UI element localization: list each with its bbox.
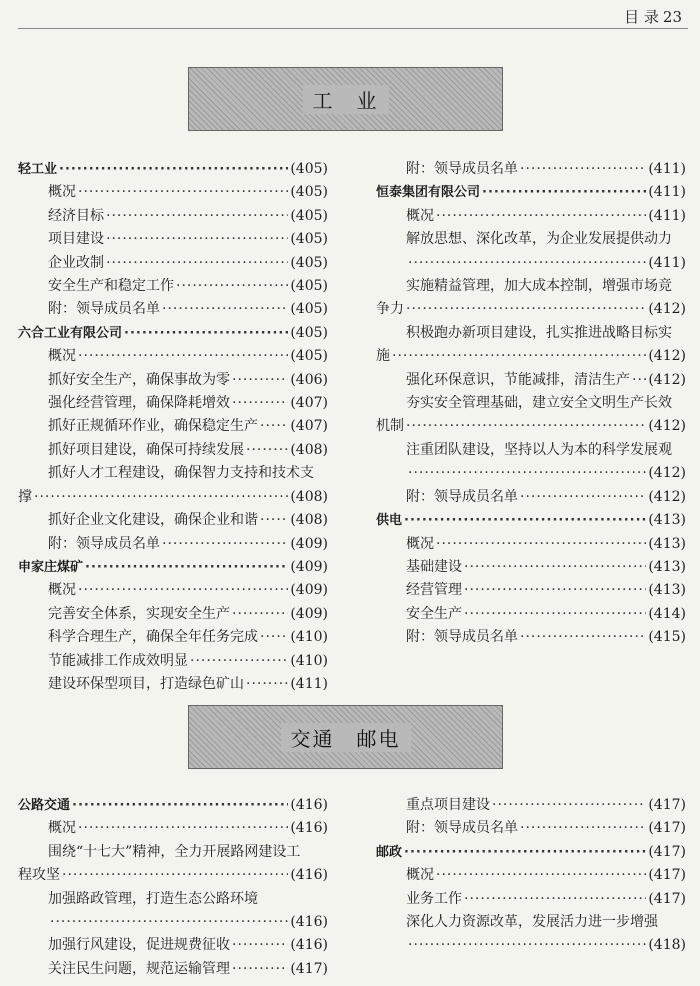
toc-entry: [376, 911, 686, 958]
dot-leader: [492, 794, 646, 817]
toc-heading: [18, 158, 328, 181]
dot-leader: [124, 322, 288, 345]
dot-leader: [59, 158, 288, 181]
toc-entry: [18, 650, 328, 673]
entry-title: 经营管理: [406, 582, 462, 599]
dot-leader: [78, 579, 288, 602]
toc-entry: [18, 228, 328, 251]
entry-page: (412): [648, 488, 686, 505]
entry-last-line: [18, 486, 328, 509]
toc-entry: [376, 392, 686, 439]
entry-page: (405): [290, 254, 328, 271]
entry-page: (417): [648, 867, 686, 884]
entry-page: (417): [290, 960, 328, 977]
entry-title: 项目建设: [48, 231, 104, 248]
entry-page: (407): [290, 418, 328, 435]
entry-title: 安全生产和稳定工作: [48, 278, 174, 295]
dot-leader: [464, 579, 646, 602]
dot-leader: [482, 181, 646, 204]
entry-title: 附：领导成员名单: [48, 535, 160, 552]
dot-leader: [260, 415, 288, 438]
toc-entry: [18, 369, 328, 392]
dot-leader: [162, 533, 288, 556]
entry-title-continued: 争力: [376, 301, 404, 318]
dot-leader: [260, 509, 288, 532]
entry-title: 抓好企业文化建设，确保企业和谐: [48, 512, 258, 529]
toc-entry: [18, 181, 328, 204]
dot-leader: [85, 556, 288, 579]
toc-entry: [376, 888, 686, 911]
entry-title: 附：领导成员名单: [406, 820, 518, 837]
entry-title: 围绕“十七大”精神，全力开展路网建设工: [48, 843, 301, 860]
toc-entry: [18, 252, 328, 275]
header-rule: [18, 28, 688, 29]
dot-leader: [464, 603, 646, 626]
toc-entry: [376, 533, 686, 556]
entry-title-continued: 施: [376, 348, 390, 365]
entry-page: (412): [648, 301, 686, 318]
entry-page: (405): [290, 161, 328, 177]
toc-heading: [18, 322, 328, 345]
toc-heading: [376, 181, 686, 204]
entry-last-line: [406, 252, 686, 275]
entry-title: 加强行风建设，促进规费征收: [48, 937, 230, 954]
entry-page: (408): [290, 488, 328, 505]
dot-leader: [232, 392, 288, 415]
entry-page: (413): [648, 512, 686, 529]
entry-title: 科学合理生产，确保全年任务完成: [48, 629, 258, 646]
dot-leader: [520, 817, 646, 840]
dot-leader: [50, 911, 288, 934]
dot-leader: [408, 462, 646, 485]
entry-page: (416): [290, 914, 328, 931]
entry-page: (411): [648, 161, 686, 177]
toc-entry: [18, 345, 328, 368]
entry-title: 业务工作: [406, 890, 462, 907]
toc-section-transport-post: [18, 794, 686, 981]
entry-title: 恒泰集团有限公司: [376, 185, 481, 201]
section-title-transport-post: 交通 邮电: [281, 723, 411, 752]
dot-leader: [106, 228, 288, 251]
dot-leader: [464, 888, 646, 911]
entry-last-line: [376, 298, 686, 321]
dot-leader: [78, 817, 288, 840]
entry-title: 概况: [48, 582, 76, 599]
entry-title-continued: 机制: [376, 418, 404, 435]
entry-page: (408): [290, 512, 328, 529]
dot-leader: [232, 958, 288, 981]
toc-section-industry: [18, 158, 686, 696]
entry-page: (411): [648, 254, 686, 271]
toc-entry: [18, 298, 328, 321]
entry-title: 重点项目建设: [406, 797, 490, 813]
toc-entry: [376, 603, 686, 626]
dot-leader: [260, 626, 288, 649]
dot-leader: [408, 934, 646, 957]
section-banner-industry: [188, 67, 503, 131]
entry-page: (409): [290, 582, 328, 599]
entry-title: 概况: [406, 867, 434, 884]
entry-title: 建设环保型项目，打造绿色矿山: [48, 675, 244, 692]
toc-entry: [376, 158, 686, 181]
dot-leader: [106, 205, 288, 228]
entry-title: 强化经营管理，确保降耗增效: [48, 395, 230, 412]
toc-entry: [18, 462, 328, 509]
entry-page: (409): [290, 535, 328, 552]
entry-page: (406): [290, 371, 328, 388]
entry-page: (416): [290, 820, 328, 837]
entry-title: 抓好项目建设，确保可持续发展: [48, 441, 244, 458]
entry-page: (413): [648, 558, 686, 575]
entry-title: 附：领导成员名单: [406, 629, 518, 646]
toc-entry: [376, 228, 686, 275]
dot-leader: [78, 181, 288, 204]
entry-page: (405): [290, 231, 328, 248]
toc-entry: [18, 205, 328, 228]
entry-title: 概况: [406, 535, 434, 552]
entry-title: 抓好人才工程建设，确保智力支持和技术支: [48, 465, 314, 482]
entry-page: (405): [290, 324, 328, 341]
dot-leader: [190, 650, 288, 673]
toc-entry: [376, 579, 686, 602]
toc-entry: [376, 864, 686, 887]
entry-page: (416): [290, 937, 328, 954]
entry-title: 抓好安全生产，确保事故为零: [48, 371, 230, 388]
toc-entry: [376, 322, 686, 369]
entry-page: (414): [648, 605, 686, 622]
entry-page: (411): [290, 675, 328, 692]
entry-page: (405): [290, 301, 328, 318]
entry-page: (410): [290, 652, 328, 669]
toc-heading: [18, 556, 328, 579]
toc-entry: [18, 841, 328, 888]
dot-leader: [246, 439, 288, 462]
entry-page: (411): [648, 184, 686, 201]
entry-title: 附：领导成员名单: [48, 301, 160, 318]
entry-title: 解放思想、深化改革，为企业发展提供动力: [406, 231, 672, 248]
dot-leader: [106, 252, 288, 275]
entry-title: 企业改制: [48, 254, 104, 271]
toc-entry: [376, 794, 686, 817]
toc-entry: [18, 533, 328, 556]
entry-title: 节能减排工作成效明显: [48, 652, 188, 669]
header-page-number: 23: [662, 8, 682, 26]
entry-title: 申家庄煤矿: [18, 559, 84, 575]
entry-title: 概况: [406, 207, 434, 224]
dot-leader: [78, 345, 288, 368]
entry-page: (405): [290, 278, 328, 295]
dot-leader: [632, 369, 646, 392]
entry-page: (405): [290, 184, 328, 201]
entry-page: (417): [648, 890, 686, 907]
dot-leader: [62, 864, 288, 887]
toc-heading: [18, 794, 328, 817]
dot-leader: [406, 298, 646, 321]
toc-entry: [18, 509, 328, 532]
entry-title: 六合工业有限公司: [18, 325, 123, 341]
toc-entry: [18, 626, 328, 649]
dot-leader: [232, 603, 288, 626]
entry-page: (413): [648, 535, 686, 552]
toc-entry: [18, 579, 328, 602]
dot-leader: [520, 626, 646, 649]
dot-leader: [406, 415, 646, 438]
dot-leader: [162, 298, 288, 321]
dot-leader: [408, 252, 646, 275]
toc-entry: [18, 888, 328, 935]
dot-leader: [436, 533, 646, 556]
entry-title: 供电: [376, 513, 403, 529]
toc-entry: [376, 486, 686, 509]
entry-page: (412): [648, 371, 686, 388]
toc-entry: [376, 556, 686, 579]
entry-title: 加强路政管理，打造生态公路环境: [48, 890, 258, 907]
entry-page: (411): [648, 207, 686, 224]
entry-title: 公路交通: [18, 798, 71, 813]
entry-page: (407): [290, 395, 328, 412]
toc-entry: [18, 439, 328, 462]
toc-column-right: [376, 158, 686, 696]
page-header: [0, 0, 700, 30]
entry-title-continued: 程攻坚: [18, 867, 60, 884]
toc-entry: [18, 392, 328, 415]
entry-title: 附：领导成员名单: [406, 161, 518, 177]
entry-title: 夯实安全管理基础，建立安全文明生产长效: [406, 395, 672, 412]
entry-title: 概况: [48, 184, 76, 201]
dot-leader: [232, 369, 288, 392]
entry-page: (416): [290, 797, 328, 813]
entry-title: 注重团队建设，坚持以人为本的科学发展观: [406, 441, 672, 458]
entry-page: (405): [290, 207, 328, 224]
toc-entry: [18, 934, 328, 957]
dot-leader: [34, 486, 288, 509]
dot-leader: [176, 275, 288, 298]
toc-entry: [376, 205, 686, 228]
entry-page: (418): [648, 937, 686, 954]
entry-page: (413): [648, 582, 686, 599]
dot-leader: [404, 509, 646, 532]
entry-page: (415): [648, 629, 686, 646]
toc-entry: [18, 275, 328, 298]
toc-entry: [376, 817, 686, 840]
dot-leader: [436, 864, 646, 887]
entry-title: 实施精益管理，加大成本控制，增强市场竞: [406, 278, 672, 295]
entry-page: (405): [290, 348, 328, 365]
entry-title-continued: 撑: [18, 488, 32, 505]
entry-page: (412): [648, 348, 686, 365]
entry-title: 邮政: [376, 844, 403, 860]
toc-entry: [18, 415, 328, 438]
dot-leader: [436, 205, 646, 228]
entry-page: (409): [290, 605, 328, 622]
toc-heading: [376, 509, 686, 532]
entry-last-line: [376, 415, 686, 438]
entry-title: 完善安全体系，实现安全生产: [48, 605, 230, 622]
entry-page: (416): [290, 867, 328, 884]
toc-heading: [376, 841, 686, 864]
entry-title: 积极跑办新项目建设，扎实推进战略目标实: [406, 324, 672, 341]
toc-entry: [18, 673, 328, 696]
section-title-industry: 工 业: [303, 85, 389, 114]
dot-leader: [232, 934, 288, 957]
entry-page: (409): [290, 558, 328, 575]
dot-leader: [520, 158, 646, 181]
toc-column-right: [376, 794, 686, 981]
entry-last-line: [18, 864, 328, 887]
entry-title: 深化人力资源改革，发展活力进一步增强: [406, 914, 658, 931]
entry-title: 强化环保意识，节能减排，清洁生产: [406, 371, 630, 388]
toc-entry: [376, 275, 686, 322]
toc-entry: [376, 369, 686, 392]
entry-last-line: [406, 462, 686, 485]
toc-entry: [18, 817, 328, 840]
running-header: [624, 6, 682, 27]
entry-page: (417): [648, 843, 686, 860]
entry-title: 经济目标: [48, 207, 104, 224]
dot-leader: [520, 486, 646, 509]
dot-leader: [464, 556, 646, 579]
entry-page: (417): [648, 797, 686, 813]
toc-entry: [18, 958, 328, 981]
toc-entry: [18, 603, 328, 626]
entry-page: (412): [648, 418, 686, 435]
dot-leader: [246, 673, 288, 696]
entry-page: (417): [648, 820, 686, 837]
header-label: 目 录: [624, 8, 659, 26]
dot-leader: [404, 841, 646, 864]
entry-last-line: [48, 911, 328, 934]
entry-page: (412): [648, 465, 686, 482]
section-banner-transport-post: [188, 705, 503, 769]
dot-leader: [392, 345, 646, 368]
entry-title: 概况: [48, 820, 76, 837]
entry-last-line: [406, 934, 686, 957]
entry-title: 轻工业: [18, 162, 58, 177]
entry-title: 安全生产: [406, 605, 462, 622]
entry-title: 关注民生问题，规范运输管理: [48, 960, 230, 977]
entry-page: (408): [290, 441, 328, 458]
toc-column-left: [18, 794, 328, 981]
toc-entry: [376, 626, 686, 649]
entry-title: 附：领导成员名单: [406, 488, 518, 505]
entry-title: 抓好正规循环作业，确保稳定生产: [48, 418, 258, 435]
dot-leader: [72, 794, 288, 817]
toc-column-left: [18, 158, 328, 696]
entry-last-line: [376, 345, 686, 368]
entry-page: (410): [290, 629, 328, 646]
entry-title: 概况: [48, 348, 76, 365]
toc-entry: [376, 439, 686, 486]
entry-title: 基础建设: [406, 558, 462, 575]
